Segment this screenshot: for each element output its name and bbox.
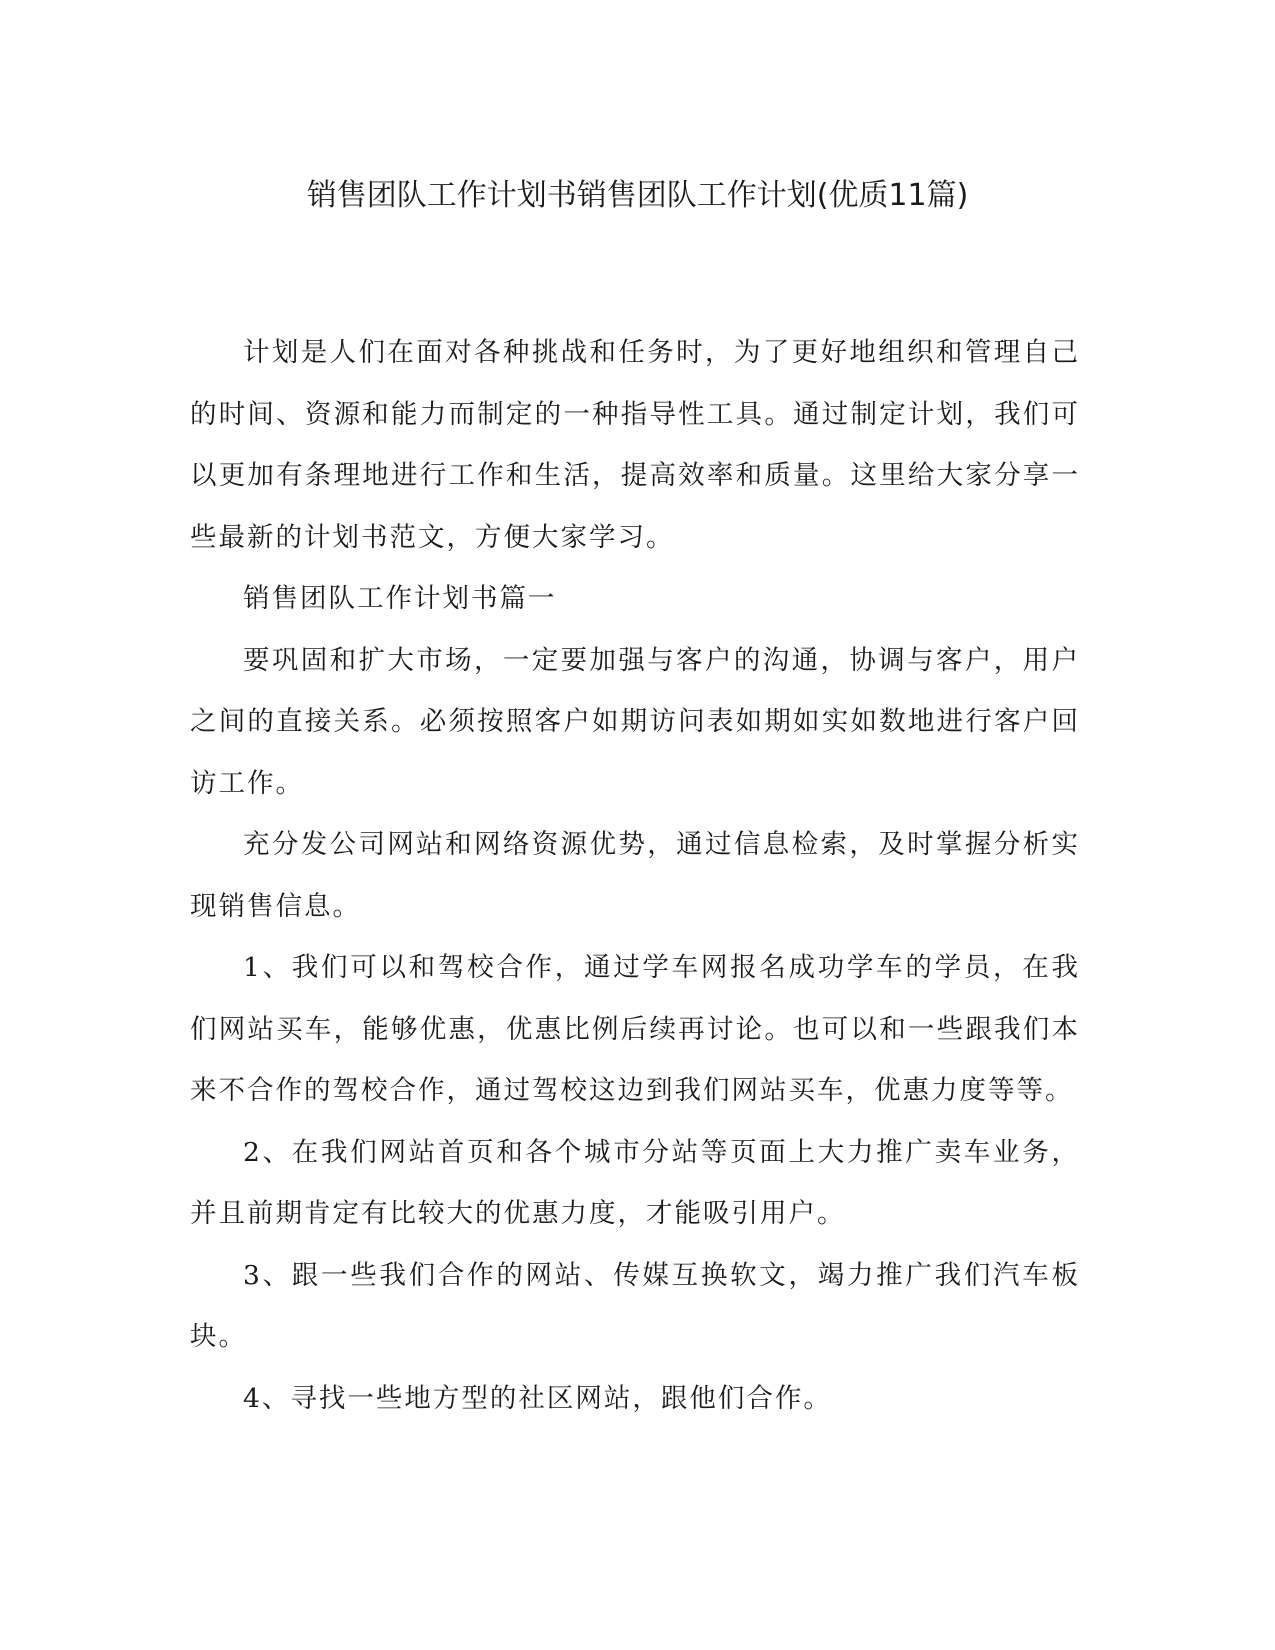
body-paragraph: 要巩固和扩大市场，一定要加强与客户的沟通，协调与客户，用户之间的直接关系。必须按照客户如期访问表如期如实如数地进行客户回访工作。 [190,644,1080,799]
document-title: 销售团队工作计划书销售团队工作计划(优质11篇) [306,178,969,213]
body-paragraph: 充分发公司网站和网络资源优势，通过信息检索，及时掌握分析实现销售信息。 [190,829,1080,922]
intro-paragraph: 计划是人们在面对各种挑战和任务时，为了更好地组织和管理自己的时间、资源和能力而制定的一种指导性工具。通过制定计划，我们可以更加有条理地进行工作和生活，提高效率和质量。这里给大家分享一些最新的计划书范文，方便大家学习。 [190,337,1080,553]
section-heading: 销售团队工作计划书篇一 [243,583,557,614]
list-item-2: 2、在我们网站首页和各个城市分站等页面上大力推广卖车业务，并且前期肯定有比较大的优惠力度，才能吸引用户。 [190,1136,1080,1229]
list-item-4: 4、寻找一些地方型的社区网站，跟他们合作。 [243,1382,832,1414]
document-body [190,322,1080,1429]
list-item-1: 1、我们可以和驾校合作，通过学车网报名成功学车的学员，在我们网站买车，能够优惠，优惠比例后续再讨论。也可以和一些跟我们本来不合作的驾校合作，通过驾校这边到我们网站买车，优惠力度等等。 [190,952,1080,1106]
list-item-3: 3、跟一些我们合作的网站、传媒互换软文，竭力推广我们汽车板块。 [190,1259,1080,1352]
